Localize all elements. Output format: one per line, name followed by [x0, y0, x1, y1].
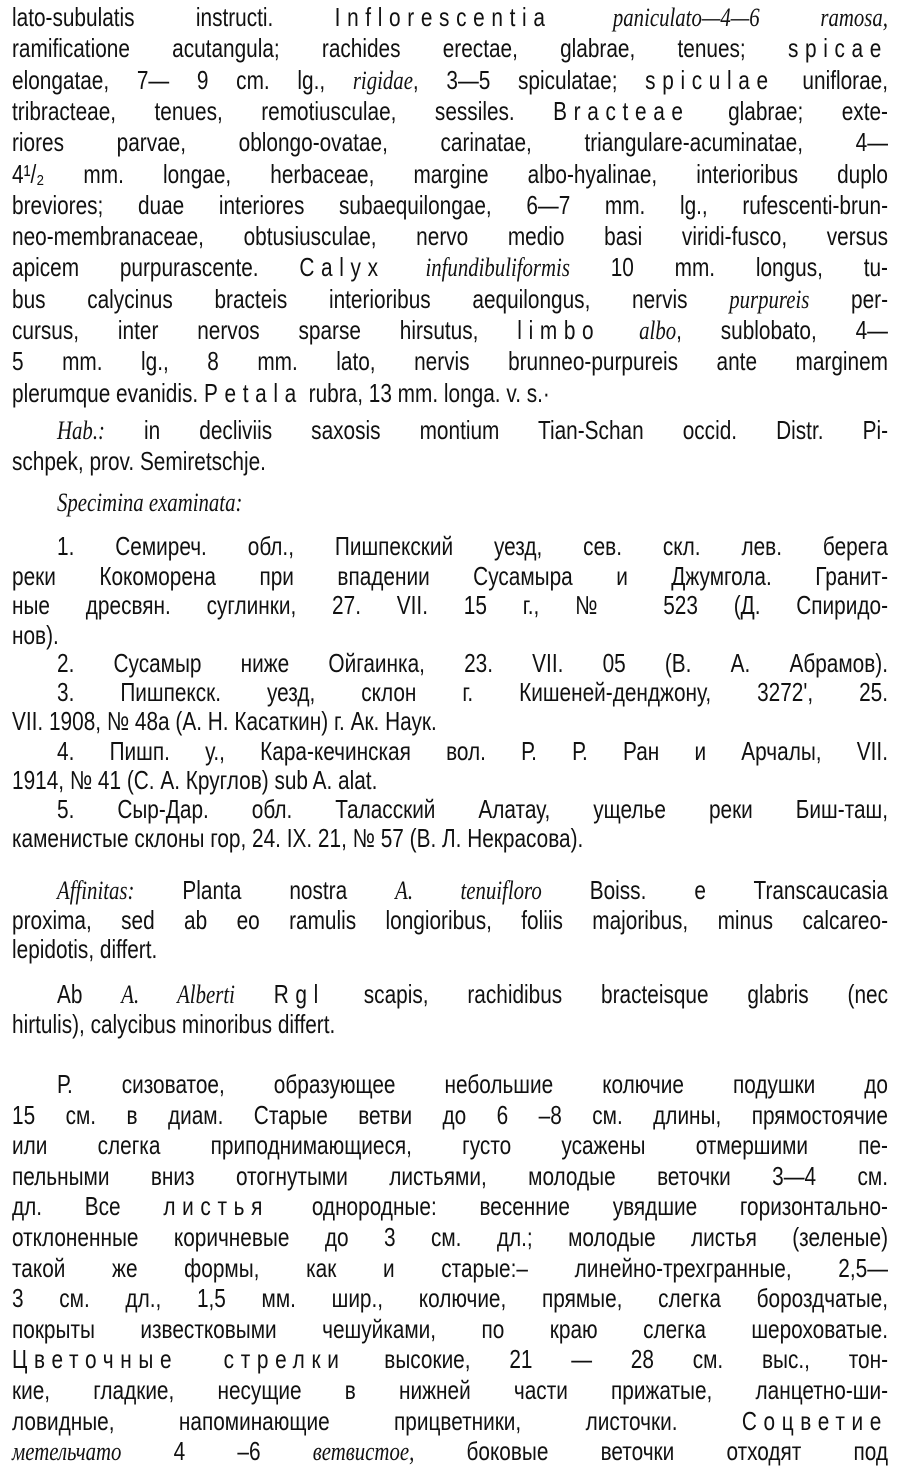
spaced-emphasis-text: Bracteae	[553, 95, 690, 126]
text-run: кие, гладкие, несущие в нижней части прижатые, ланцетно-ши-	[12, 1375, 888, 1405]
text-line	[12, 1191, 888, 1221]
text-run: VII. 1908, № 48а (А. Н. Касаткин) г. Ак. Наук.	[12, 706, 437, 736]
text-line	[12, 823, 888, 853]
text-line	[12, 1314, 888, 1344]
text-run: proxima, sed ab eo ramulis longioribus, foliis majoribus, minus calcareo-	[12, 904, 888, 935]
text-run: 5 mm. lg., 8 mm. lato, nervis brunneo-purpureis ante marginem	[12, 346, 888, 377]
text-line	[12, 65, 888, 95]
text-run: cursus, inter nervos sparse hirsutus,	[12, 315, 518, 345]
text-line	[57, 415, 888, 445]
spaced-emphasis-text: Цветочные стрелки	[12, 1344, 346, 1375]
text-run: 5. Сыр-Дар. обл. Таласский Алатау, ущелье реки Биш-таш,	[57, 794, 888, 824]
text-run: однородные: весенние увядшие горизонтально-	[269, 1191, 888, 1222]
text-line	[12, 378, 888, 408]
text-run: дл. Все	[12, 1191, 164, 1222]
text-line	[12, 590, 888, 620]
text-run: in decliviis saxosis montium Tian-Schan occid. Distr. Pi-	[104, 415, 888, 445]
spaced-emphasis-text: limbo	[517, 315, 601, 345]
text-run: tribracteae, tenues, remotiusculae, sessiles.	[12, 95, 554, 126]
text-line	[12, 33, 888, 63]
text-line	[12, 1375, 888, 1405]
text-line	[57, 677, 888, 707]
text-run: 4. Пишп. у., Кара-кечинская вол. Р. Р. Ран и Арчалы, VII.	[57, 736, 888, 766]
text-run	[600, 315, 639, 345]
text-line	[57, 531, 888, 561]
text-run: lepidotis, differt.	[12, 934, 158, 964]
text-run: отклоненные коричневые до 3 см. дл.; молодые листья (зеленые)	[12, 1222, 888, 1252]
text-run: per-	[809, 283, 888, 314]
text-line	[12, 1161, 888, 1191]
text-run: uniflorae,	[774, 64, 889, 95]
text-run: bus calycinus bracteis interioribus aequilongus, nervis	[12, 283, 730, 314]
text-run: plerumque evanidis.	[12, 377, 204, 408]
spaced-emphasis-text: Rgl	[273, 979, 325, 1009]
text-line	[12, 2, 888, 32]
text-run: 1. Семиреч. обл., Пишпекский уезд, сев. скл. лев. берега	[57, 531, 888, 561]
text-line	[12, 1009, 888, 1039]
text-line	[12, 1406, 888, 1436]
text-run: Planta nostra	[134, 875, 396, 905]
text-line	[12, 284, 888, 314]
text-run: Ab	[57, 979, 122, 1009]
text-run: apicem purpurascente.	[12, 252, 300, 283]
text-run: breviores; duae interiores subaequilongae, 6—7 mm. lg., rufescenti-brun-	[12, 189, 888, 220]
text-line	[12, 1253, 888, 1283]
text-run: Р. сизоватое, образующее небольшие колючие подушки до	[57, 1069, 888, 1099]
text-run: hirtulis), calycibus minoribus differt.	[12, 1009, 336, 1039]
text-run: 10 mm. longus, tu-	[569, 252, 888, 283]
italic-text: Affinitas:	[57, 876, 135, 905]
text-run: Boiss. e Transcaucasia	[541, 875, 888, 905]
text-line	[12, 1344, 888, 1374]
text-line	[12, 159, 888, 189]
text-run: lato-subulatis instructi.	[12, 2, 335, 32]
text-line	[57, 648, 888, 678]
text-run: 2. Сусамыр ниже Ойгаинка, 23. VII. 05 (В. А. Абрамов).	[57, 648, 888, 678]
text-line	[12, 905, 888, 935]
text-run: покрыты известковыми чешуйками, по краю слегка шероховатые.	[12, 1313, 888, 1344]
text-run: или слегка приподнимающиеся, густо усажены отмершими пе-	[12, 1130, 888, 1161]
text-run: elongatae, 7— 9 cm. lg.,	[12, 64, 353, 95]
text-run: 3 см. дл., 1,5 мм. шир., колючие, прямые, слегка бороздчатые,	[12, 1283, 888, 1314]
text-run: нов).	[12, 620, 59, 651]
text-line	[12, 446, 888, 476]
text-run: ramificatione acutangula; rachides erectae, glabrae, tenues;	[12, 33, 788, 64]
text-run: 1914, № 41 (С. А. Круглов) sub A. alat.	[12, 765, 378, 795]
text-line	[12, 934, 888, 964]
italic-text: ветвистое,	[312, 1437, 415, 1467]
text-line	[12, 221, 888, 251]
text-line	[12, 1436, 888, 1466]
text-line	[57, 794, 888, 824]
text-line	[12, 1130, 888, 1160]
text-run: 4¹/₂ mm. longae, herbaceae, margine albo-hyalinae, interioribus duplo	[12, 158, 888, 189]
text-run	[235, 979, 274, 1009]
text-line	[12, 561, 888, 591]
text-run: каменистые склоны гор, 24. IX. 21, № 57 (В. Л. Некрасова).	[12, 823, 584, 853]
text-run: neo-membranaceae, obtusiusculae, nervo medio basi viridi-fusco, versus	[12, 221, 888, 252]
spaced-emphasis-text: spicae	[787, 33, 888, 64]
text-run: реки Кокоморена при впадении Сусамыра и Джумгола. Гранит-	[12, 560, 888, 591]
text-run: 3. Пишпекск. уезд, склон г. Кишеней-денджону, 3272', 25.	[57, 677, 888, 707]
text-run: такой же формы, как и старые:– линейно-трехгранные, 2,5—	[12, 1252, 888, 1283]
text-run: 4 –6	[121, 1436, 313, 1467]
text-line	[12, 1283, 888, 1313]
italic-text: A. Alberti	[121, 980, 235, 1009]
spaced-emphasis-text: листья	[163, 1191, 270, 1222]
italic-text: A. tenuifloro	[395, 876, 542, 905]
text-line	[12, 620, 888, 650]
text-line	[12, 706, 888, 736]
text-line	[12, 346, 888, 376]
italic-text: infundibuliformis	[425, 253, 570, 283]
text-line	[57, 487, 888, 517]
italic-text: purpureis	[729, 284, 810, 314]
text-run: боковые веточки отходят под	[414, 1436, 888, 1467]
text-run	[552, 2, 613, 32]
text-run: rubra, 13 mm. longa. v. s.·	[302, 377, 550, 408]
spaced-emphasis-text: Соцветие	[741, 1405, 888, 1436]
spaced-emphasis-text: Inflorescentia	[334, 2, 552, 32]
text-line	[57, 736, 888, 766]
text-run: ные дресвян. суглинки, 27. VII. 15 г., № 523 (Д. Спиридо-	[12, 590, 888, 621]
text-run	[385, 252, 426, 282]
text-line	[12, 190, 888, 220]
italic-text: paniculato—4—6 ramosa,	[612, 3, 888, 32]
text-line	[57, 1069, 888, 1099]
spaced-emphasis-text: spiculae	[645, 64, 775, 95]
text-line	[12, 765, 888, 795]
text-run: glabrae; exte-	[689, 95, 888, 126]
italic-text: albo	[639, 316, 677, 345]
text-line	[12, 96, 888, 126]
italic-text: Hab.:	[57, 416, 105, 445]
text-line	[12, 1222, 888, 1252]
text-run: scapis, rachidibus bracteisque glabris (nec	[324, 979, 889, 1009]
text-run: пельными вниз отогнутыми листьями, молодые веточки 3—4 см.	[12, 1160, 888, 1191]
italic-text: метельчато	[12, 1437, 122, 1467]
italic-text: rigidae	[352, 65, 413, 95]
text-run: 15 см. в диам. Старые ветви до 6 –8 см. длины, прямостоячие	[12, 1099, 888, 1130]
text-line	[12, 315, 888, 345]
spaced-emphasis-text: Petala	[203, 377, 303, 408]
text-line	[57, 875, 888, 905]
spaced-emphasis-text: Calyx	[299, 252, 385, 283]
text-run: высокие, 21 — 28 см. выс., тон-	[345, 1344, 888, 1375]
text-run: , 3—5 spiculatae;	[412, 64, 646, 95]
text-run: ловидные, напоминающие прицветники, листочки.	[12, 1405, 742, 1436]
text-line	[12, 1100, 888, 1130]
text-line	[12, 127, 888, 157]
text-line	[57, 979, 888, 1009]
text-run: riores parvae, oblongo-ovatae, carinatae, triangulare-acuminatae, 4—	[12, 127, 888, 158]
italic-text: Specimina examinata:	[57, 488, 243, 517]
text-run: schpek, prov. Semiretschje.	[12, 446, 266, 476]
text-run: , sublobato, 4—	[676, 315, 888, 345]
text-line	[12, 252, 888, 282]
